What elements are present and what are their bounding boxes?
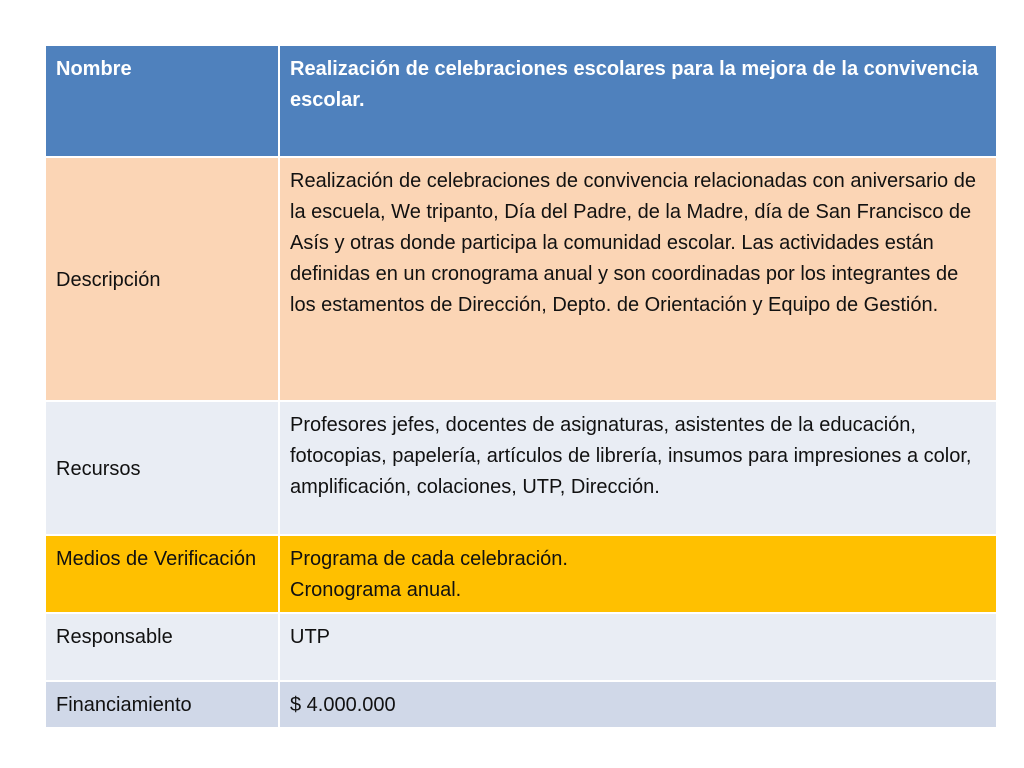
table-row-recursos bbox=[45, 401, 997, 535]
recursos-value: Profesores jefes, docentes de asignaturas, asistentes de la educación, fotocopias, papelería, artículos de librería, insumos para impresiones a color, amplificación, colaciones, UTP, Dirección. bbox=[279, 401, 997, 535]
info-table bbox=[44, 44, 998, 729]
table-row-nombre bbox=[45, 45, 997, 157]
medios-label: Medios de Verificación bbox=[45, 535, 279, 613]
recursos-label: Recursos bbox=[45, 401, 279, 535]
descripcion-label: Descripción bbox=[45, 157, 279, 401]
table-row-descripcion bbox=[45, 157, 997, 401]
table-row-responsable bbox=[45, 613, 997, 681]
medios-value bbox=[279, 535, 997, 613]
responsable-value: UTP bbox=[279, 613, 997, 681]
table-row-financiamiento bbox=[45, 681, 997, 728]
medios-value-line: Cronograma anual. bbox=[290, 579, 462, 601]
financiamiento-value: $ 4.000.000 bbox=[279, 681, 997, 728]
responsable-label: Responsable bbox=[45, 613, 279, 681]
nombre-label: Nombre bbox=[45, 45, 279, 157]
nombre-value: Realización de celebraciones escolares para la mejora de la convivencia escolar. bbox=[279, 45, 997, 157]
descripcion-value: Realización de celebraciones de convivencia relacionadas con aniversario de la escuela, We tripanto, Día del Padre, de la Madre, día de San Francisco de Asís y otras donde participa la comunidad escolar. Las actividades están definidas en un cronograma anual y son coordinadas por los integrantes de los estamentos de Dirección, Depto. de Orientación y Equipo de Gestión. bbox=[279, 157, 997, 401]
medios-value-line: Programa de cada celebración. bbox=[290, 548, 568, 570]
financiamiento-label: Financiamiento bbox=[45, 681, 279, 728]
table-row-medios-de-verificacion bbox=[45, 535, 997, 613]
